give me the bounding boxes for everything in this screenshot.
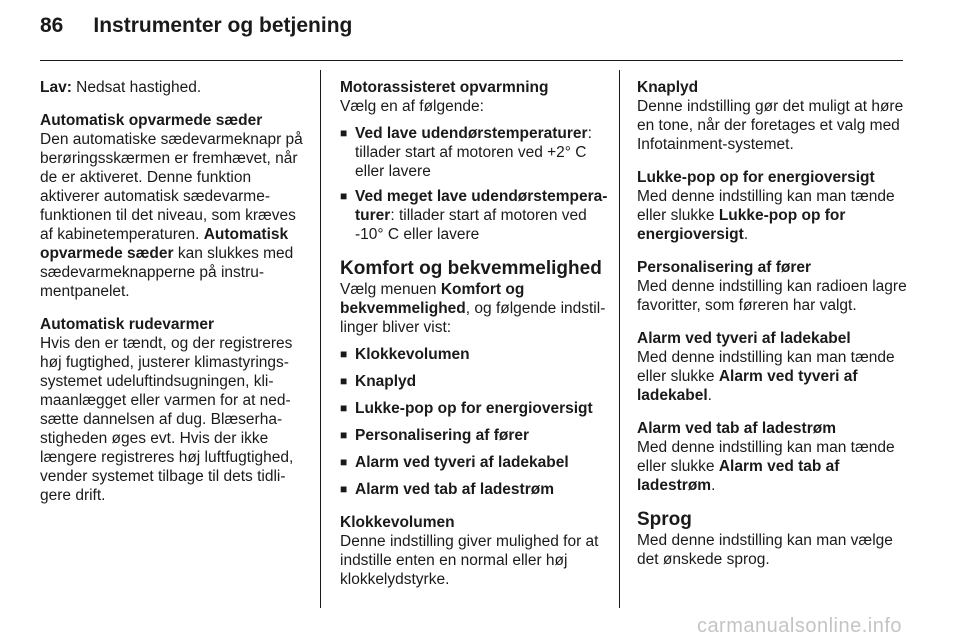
comfort-intro-text: Vælg menuen <box>340 281 441 298</box>
window-heading: Automatisk rudevarmer <box>40 316 215 333</box>
page-number: 86 <box>40 14 64 37</box>
list-item <box>340 426 612 445</box>
bullet-icon: ■ <box>340 455 348 469</box>
btn-section <box>637 78 909 154</box>
personal-text: Med denne indstilling kan radioen lagre favoritter, som føreren har valgt. <box>637 278 907 314</box>
lang-section <box>637 509 909 569</box>
personal-heading: Personalisering af fører <box>637 259 812 276</box>
theft-text-post: . <box>707 387 712 404</box>
list-item <box>340 399 612 418</box>
lav-paragraph <box>40 78 310 97</box>
theft-section <box>637 329 909 405</box>
list-item <box>340 480 612 499</box>
page-header <box>40 14 352 38</box>
comfort-intro-post: , og følgende indstil-linger bliver vist: <box>340 300 606 336</box>
theft-heading: Alarm ved tyveri af ladekabel <box>637 330 851 347</box>
motor-heading: Motorassisteret opvarmning <box>340 79 549 96</box>
loss-text <box>637 438 909 495</box>
item-label: Alarm ved tab af ladestrøm <box>355 481 554 498</box>
list-item <box>340 372 612 391</box>
loss-heading: Alarm ved tab af ladestrøm <box>637 420 836 437</box>
loss-bold: Alarm ved tab af ladestrøm <box>637 458 840 494</box>
header-rule <box>40 60 903 61</box>
bullet-icon: ■ <box>340 189 348 203</box>
clock-section <box>340 513 612 589</box>
watermark: carmanualsonline.info <box>696 615 902 637</box>
list-item <box>340 453 612 472</box>
loss-text-pre: Med denne indstilling kan man tænde eller slukke <box>637 439 895 475</box>
window-text: Hvis den er tændt, og der registreres høj fugtighed, justerer klimastyrings-systemet udeluftindsugningen, kli-maanlægget eller varmen for at ned-sætte dannelsen af dug. Blæserha-stigheden øges evt. Hvis der ikke længere registreres høj luftfugtighed, vender systemet tilbage til dets tidli-gere drift. <box>40 335 294 504</box>
item-label: Alarm ved tyveri af ladekabel <box>355 454 569 471</box>
bullet-icon: ■ <box>340 347 348 361</box>
lav-text: Nedsat hastighed. <box>71 79 202 96</box>
theft-text <box>637 348 909 405</box>
lav-label: Lav: <box>40 79 72 96</box>
motor-section <box>340 78 612 244</box>
chapter-title: Instrumenter og betjening <box>93 14 353 37</box>
column-2 <box>340 78 612 603</box>
comfort-section <box>340 258 612 499</box>
seat-text: Den automatiske sædevarmeknapr på berøringsskærmen er fremhævet, når de er aktiveret. Denne funktion aktiverer automatisk sædevarme-funktionen til det niveau, som kræves af kabinetemperaturen. <box>40 131 303 243</box>
item-label: Knaplyd <box>355 373 417 390</box>
list-item <box>340 124 612 181</box>
list-item <box>340 345 612 364</box>
motor-options <box>340 124 612 244</box>
item-label: Lukke-pop op for energioversigt <box>355 400 593 417</box>
seat-bold: Automatisk opvarmede sæder <box>40 226 289 262</box>
column-divider-1 <box>320 70 321 608</box>
popup-bold: Lukke-pop op for energioversigt <box>637 207 846 243</box>
motor-intro: Vælg en af følgende: <box>340 98 484 115</box>
option-bold: Ved lave udendørstemperaturer <box>355 125 588 142</box>
item-label: Personalisering af fører <box>355 427 530 444</box>
btn-heading: Knaplyd <box>637 79 699 96</box>
option-text: : tillader start af motoren ved -10° C eller lavere <box>355 207 587 243</box>
clock-text: Denne indstilling giver mulighed for at indstille enten en normal eller høj klokkelydstyrke. <box>340 533 599 588</box>
seat-heading: Automatisk opvarmede sæder <box>40 112 263 129</box>
lang-heading: Sprog <box>637 509 692 530</box>
column-1 <box>40 78 310 519</box>
comfort-intro <box>340 280 612 337</box>
window-section <box>40 315 310 505</box>
option-bold: Ved meget lave udendørstempera-turer <box>355 188 608 224</box>
popup-section <box>637 168 909 244</box>
btn-text: Denne indstilling gør det muligt at høre en tone, når der foretages et valg med Infotainment-systemet. <box>637 98 904 153</box>
column-3 <box>637 78 909 583</box>
comfort-items <box>340 345 612 499</box>
column-divider-2 <box>619 70 620 608</box>
seat-text-2: kan slukkes med sædevarmeknapperne på instru-mentpanelet. <box>40 245 294 300</box>
comfort-heading: Komfort og bekvemmelighed <box>340 258 602 279</box>
loss-text-post: . <box>711 477 716 494</box>
loss-section <box>637 419 909 495</box>
bullet-icon: ■ <box>340 428 348 442</box>
bullet-icon: ■ <box>340 482 348 496</box>
option-text: : tillader start af motoren ved +2° C eller lavere <box>355 125 592 180</box>
comfort-intro-bold: Komfort og bekvemmelighed <box>340 281 525 317</box>
list-item <box>340 187 612 244</box>
theft-text-pre: Med denne indstilling kan man tænde eller slukke <box>637 349 895 385</box>
popup-text-post: . <box>743 226 749 243</box>
theft-bold: Alarm ved tyveri af ladekabel <box>637 368 858 404</box>
clock-heading: Klokkevolumen <box>340 514 455 531</box>
seat-section <box>40 111 310 301</box>
popup-text <box>637 187 909 244</box>
item-label: Klokkevolumen <box>355 346 470 363</box>
bullet-icon: ■ <box>340 374 348 388</box>
popup-heading: Lukke-pop op for energioversigt <box>637 169 875 186</box>
personal-section <box>637 258 909 315</box>
bullet-icon: ■ <box>340 126 348 140</box>
popup-text-pre: Med denne indstilling kan man tænde eller slukke <box>637 188 895 224</box>
bullet-icon: ■ <box>340 401 348 415</box>
lang-text: Med denne indstilling kan man vælge det ønskede sprog. <box>637 532 893 568</box>
